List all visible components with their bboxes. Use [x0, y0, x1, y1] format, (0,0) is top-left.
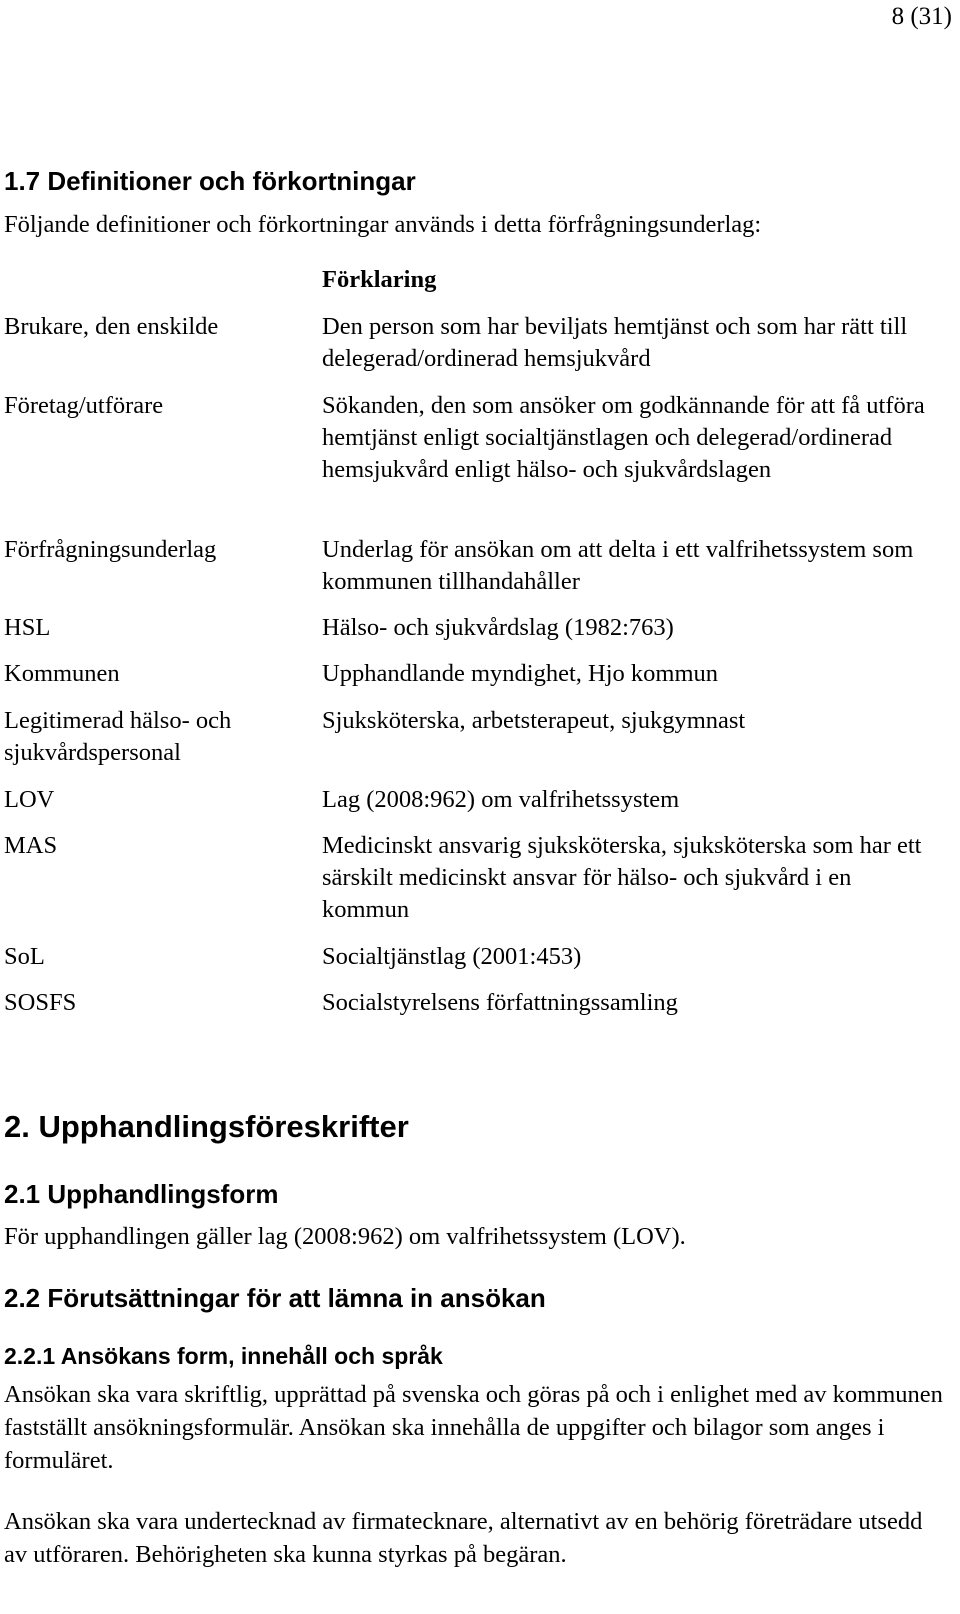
- definition-term: SoL: [4, 943, 45, 970]
- definition-term: MAS: [4, 832, 58, 859]
- section-heading-2-1: 2.1 Upphandlingsform: [4, 1179, 279, 1209]
- section-heading-2: 2. Upphandlingsföreskrifter: [4, 1109, 409, 1144]
- definition-explanation: Socialstyrelsens författningssamling: [322, 989, 678, 1016]
- definition-term: Legitimerad hälso- och sjukvårdspersonal: [4, 707, 232, 766]
- section-heading-2-2-1: 2.2.1 Ansökans form, innehåll och språk: [4, 1343, 443, 1369]
- definition-term: SOSFS: [4, 989, 77, 1016]
- definition-explanation: Underlag för ansökan om att delta i ett valfrihetssystem som kommunen tillhandahåller: [322, 536, 914, 595]
- section-heading-2-2: 2.2 Förutsättningar för att lämna in ansökan: [4, 1283, 546, 1313]
- definition-term: LOV: [4, 786, 55, 813]
- definition-explanation: Upphandlande myndighet, Hjo kommun: [322, 660, 719, 687]
- definition-explanation: Den person som har beviljats hemtjänst och som har rätt till delegerad/ordinerad hemsjukvård: [322, 313, 908, 372]
- definition-term: HSL: [4, 614, 51, 641]
- definition-explanation: Sökanden, den som ansöker om godkännande för att få utföra hemtjänst enligt socialtjänstlagen och delegerad/ordinerad hemsjukvård enligt hälso- och sjukvårdslagen: [322, 392, 925, 483]
- section-2-2-1-paragraph: Ansökan ska vara undertecknad av firmatecknare, alternativt av en behörig företrädare utsedd av utföraren. Behörigheten ska kunna styrkas på begäran.: [4, 1508, 923, 1568]
- definition-term: Förfrågningsunderlag: [4, 536, 217, 563]
- page-number: 8 (31): [891, 3, 952, 30]
- definition-term: Kommunen: [4, 660, 120, 687]
- definition-explanation: Socialtjänstlag (2001:453): [322, 943, 582, 970]
- section-2-2-1-paragraph: Ansökan ska vara skriftlig, upprättad på svenska och göras på och i enlighet med av kommunen fastställt ansökningsformulär. Ansökan ska innehålla de uppgifter och bilagor som anges i formuläret.: [4, 1381, 943, 1474]
- definition-explanation: Hälso- och sjukvårdslag (1982:763): [322, 614, 674, 641]
- definition-explanation: Lag (2008:962) om valfrihetssystem: [322, 786, 680, 813]
- definition-explanation: Medicinskt ansvarig sjuksköterska, sjuksköterska som har ett särskilt medicinskt ansvar för hälso- och sjukvård i en kommun: [322, 832, 922, 923]
- definition-term: Brukare, den enskilde: [4, 313, 219, 340]
- section-intro: Följande definitioner och förkortningar används i detta förfrågningsunderlag:: [4, 211, 762, 238]
- section-2-1-text: För upphandlingen gäller lag (2008:962) om valfrihetssystem (LOV).: [4, 1223, 686, 1250]
- column-header-explanation: Förklaring: [322, 266, 437, 293]
- definition-explanation: Sjuksköterska, arbetsterapeut, sjukgymnast: [322, 707, 746, 734]
- definition-term: Företag/utförare: [4, 392, 164, 419]
- section-heading-1-7: 1.7 Definitioner och förkortningar: [4, 166, 416, 196]
